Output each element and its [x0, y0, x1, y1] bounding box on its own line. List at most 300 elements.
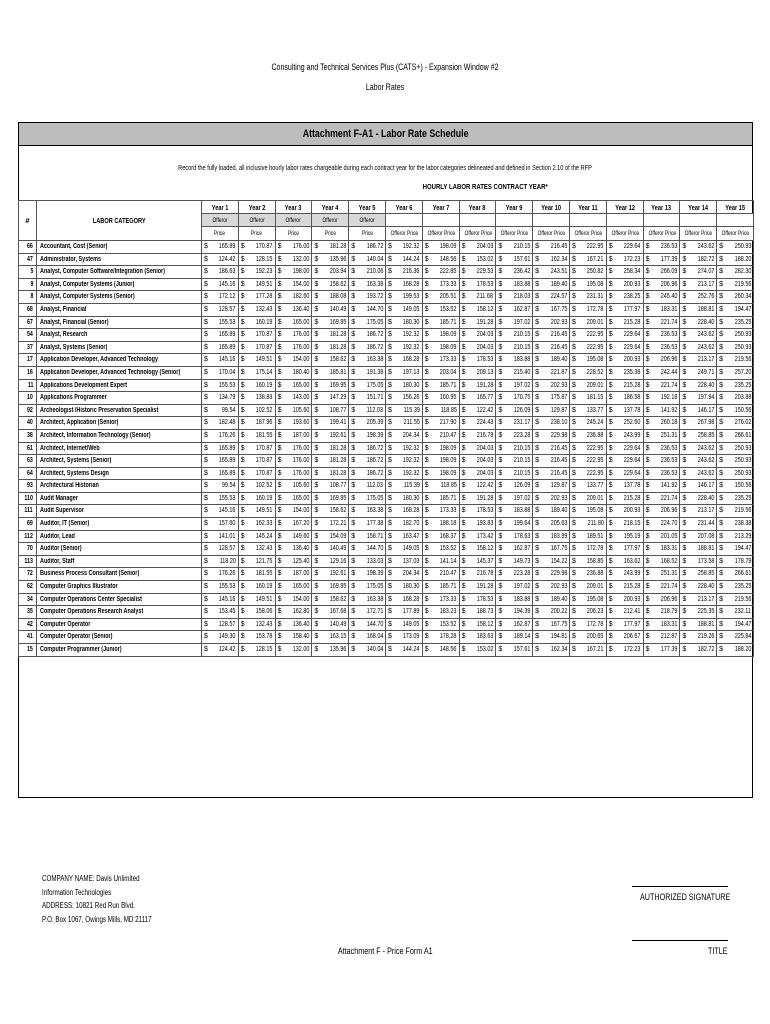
labor-category: Architect, Information Technology (Senior) — [37, 429, 202, 442]
rate-cell — [349, 555, 386, 568]
rate-cell — [533, 568, 570, 581]
row-number: 11 — [19, 379, 37, 392]
rate-cell — [422, 253, 459, 266]
currency-symbol: $ — [535, 457, 540, 465]
rate-cell — [349, 316, 386, 329]
rate-value: 141.01 — [219, 532, 236, 540]
currency-symbol: $ — [535, 545, 540, 553]
rate-value: 258.34 — [623, 268, 641, 276]
table-row — [19, 644, 754, 657]
currency-symbol: $ — [571, 419, 576, 427]
currency-symbol: $ — [277, 583, 282, 591]
rate-cell — [422, 354, 459, 367]
currency-symbol: $ — [387, 381, 392, 389]
rate-value: 204.03 — [476, 331, 494, 339]
currency-symbol: $ — [351, 494, 356, 502]
rate-cell — [385, 291, 422, 304]
table-row — [19, 518, 754, 531]
currency-symbol: $ — [498, 557, 503, 565]
currency-symbol: $ — [351, 469, 356, 477]
currency-symbol: $ — [571, 318, 576, 326]
rate-cell — [717, 379, 754, 392]
currency-symbol: $ — [204, 520, 208, 528]
table-row — [19, 455, 754, 468]
currency-symbol: $ — [645, 520, 650, 528]
rate-cell — [349, 354, 386, 367]
rate-value: 143.00 — [292, 394, 310, 402]
rate-value: 175.05 — [366, 583, 383, 591]
rate-value: 276.02 — [734, 419, 751, 427]
table-row — [19, 568, 754, 581]
rate-value: 215.28 — [623, 318, 641, 326]
rate-cell — [275, 543, 312, 556]
rate-cell — [349, 505, 386, 518]
rate-cell — [275, 618, 312, 631]
currency-symbol: $ — [314, 633, 319, 641]
rate-cell — [422, 404, 459, 417]
currency-symbol: $ — [498, 243, 503, 250]
currency-symbol: $ — [645, 469, 650, 477]
rate-value: 177.97 — [623, 545, 641, 553]
rate-value: 183.88 — [513, 507, 531, 515]
currency-symbol: $ — [719, 444, 724, 452]
rate-cell — [643, 543, 680, 556]
currency-symbol: $ — [571, 394, 576, 402]
currency-symbol: $ — [351, 305, 356, 313]
rate-value: 188.73 — [476, 608, 494, 616]
currency-symbol: $ — [314, 457, 319, 465]
rate-cell — [569, 366, 606, 379]
currency-symbol: $ — [240, 469, 245, 477]
rate-value: 172.12 — [219, 293, 236, 301]
currency-symbol: $ — [424, 608, 429, 616]
rate-value: 125.40 — [292, 557, 310, 565]
rate-value: 181.55 — [255, 570, 273, 578]
rate-value: 207.08 — [697, 532, 715, 540]
rate-cell — [349, 581, 386, 594]
currency-symbol: $ — [240, 482, 245, 490]
rate-value: 251.31 — [660, 570, 678, 578]
rate-cell — [238, 518, 275, 531]
currency-symbol: $ — [645, 343, 650, 351]
rate-cell — [349, 530, 386, 543]
company-address: ADDRESS: 10821 Red Run Blvd. — [42, 901, 135, 910]
rate-value: 191.38 — [366, 368, 383, 376]
rate-value: 257.20 — [734, 368, 751, 376]
currency-symbol: $ — [240, 507, 245, 515]
rate-value: 129.87 — [550, 482, 567, 490]
rate-value: 144.24 — [403, 646, 420, 653]
rate-value: 250.93 — [734, 243, 751, 250]
currency-symbol: $ — [204, 557, 208, 565]
currency-symbol: $ — [424, 469, 429, 477]
rate-cell — [422, 543, 459, 556]
rate-value: 191.28 — [476, 494, 494, 502]
rate-value: 243.51 — [550, 268, 567, 276]
currency-symbol: $ — [314, 381, 319, 389]
labor-category: Computer Operations Center Specialist — [37, 593, 202, 606]
rate-cell — [569, 455, 606, 468]
rate-cell — [238, 241, 275, 254]
rate-cell — [680, 593, 717, 606]
currency-symbol: $ — [645, 293, 650, 301]
currency-symbol: $ — [387, 280, 392, 288]
rate-cell — [569, 303, 606, 316]
currency-symbol: $ — [351, 394, 356, 402]
currency-symbol: $ — [387, 406, 392, 414]
rate-value: 99.54 — [222, 482, 236, 490]
rate-value: 235.25 — [734, 381, 751, 389]
rate-value: 204.03 — [476, 243, 494, 250]
rate-cell — [422, 392, 459, 405]
blank-header-cell — [680, 214, 717, 227]
currency-symbol: $ — [535, 608, 540, 616]
rate-value: 210.47 — [439, 570, 457, 578]
currency-symbol: $ — [571, 583, 576, 591]
currency-symbol: $ — [387, 608, 392, 616]
rate-cell — [533, 618, 570, 631]
rate-cell — [643, 278, 680, 291]
rate-value: 194.47 — [734, 545, 751, 553]
row-number: 72 — [19, 568, 37, 581]
rate-value: 211.55 — [403, 419, 420, 427]
rate-value: 173.33 — [439, 507, 457, 515]
row-number: 67 — [19, 316, 37, 329]
rate-value: 192.32 — [403, 469, 420, 477]
rate-cell — [312, 518, 349, 531]
rate-value: 118.20 — [219, 557, 236, 565]
rate-value: 249.71 — [697, 368, 715, 376]
table-row — [19, 417, 754, 430]
row-number: 15 — [19, 644, 37, 657]
rate-cell — [459, 581, 496, 594]
currency-symbol: $ — [387, 520, 392, 528]
rate-cell — [422, 366, 459, 379]
rate-cell — [680, 429, 717, 442]
rate-cell — [312, 303, 349, 316]
rate-value: 176.00 — [292, 343, 310, 351]
currency-symbol: $ — [682, 406, 687, 414]
rate-value: 156.26 — [403, 394, 420, 402]
offeror-price-label: Offeror Price — [717, 227, 754, 241]
currency-symbol: $ — [682, 520, 687, 528]
rate-value: 229.64 — [623, 444, 641, 452]
rate-cell — [275, 442, 312, 455]
rate-value: 154.22 — [550, 557, 567, 565]
currency-symbol: $ — [498, 469, 503, 477]
rate-value: 238.38 — [734, 520, 751, 528]
currency-symbol: $ — [682, 444, 687, 452]
labor-category: Auditor (Senior) — [37, 543, 202, 556]
currency-symbol: $ — [498, 419, 503, 427]
currency-symbol: $ — [719, 318, 724, 326]
rate-value: 204.34 — [403, 431, 420, 439]
currency-symbol: $ — [351, 583, 356, 591]
rate-cell — [202, 581, 239, 594]
rate-value: 204.34 — [403, 570, 420, 578]
rate-cell — [422, 316, 459, 329]
rate-value: 128.57 — [219, 305, 236, 313]
currency-symbol: $ — [608, 419, 613, 427]
labor-category: Accountant, Cost (Senior) — [37, 241, 202, 254]
rate-cell — [533, 467, 570, 480]
rate-cell — [238, 455, 275, 468]
rate-value: 178.53 — [476, 507, 494, 515]
rate-value: 232.11 — [734, 608, 751, 616]
rate-cell — [643, 404, 680, 417]
currency-symbol: $ — [571, 431, 576, 439]
rate-value: 154.00 — [292, 356, 310, 364]
rate-cell — [312, 606, 349, 619]
rate-value: 167.20 — [292, 520, 310, 528]
rate-cell — [349, 303, 386, 316]
rate-value: 181.28 — [329, 331, 347, 339]
rate-cell — [717, 505, 754, 518]
rate-value: 186.72 — [366, 444, 383, 452]
offeror-price-label: Offeror Price — [385, 227, 422, 241]
rate-cell — [385, 303, 422, 316]
rate-value: 192.32 — [403, 331, 420, 339]
rate-value: 185.81 — [329, 368, 347, 376]
rate-value: 145.24 — [255, 532, 273, 540]
currency-symbol: $ — [498, 343, 503, 351]
rate-cell — [202, 417, 239, 430]
rate-value: 221.74 — [660, 318, 678, 326]
rate-cell — [569, 631, 606, 644]
rate-value: 228.40 — [697, 494, 715, 502]
rate-cell — [385, 417, 422, 430]
rate-cell — [238, 618, 275, 631]
rate-value: 168.28 — [403, 595, 420, 603]
rate-cell — [349, 278, 386, 291]
rate-value: 176.00 — [292, 243, 310, 250]
currency-symbol: $ — [387, 331, 392, 339]
currency-symbol: $ — [461, 608, 466, 616]
rate-cell — [275, 467, 312, 480]
currency-symbol: $ — [498, 356, 503, 364]
rate-cell — [643, 303, 680, 316]
rate-value: 176.00 — [292, 469, 310, 477]
currency-symbol: $ — [204, 419, 208, 427]
rate-cell — [717, 266, 754, 279]
rate-value: 225.84 — [734, 633, 751, 641]
currency-symbol: $ — [461, 368, 466, 376]
rate-cell — [643, 341, 680, 354]
rate-cell — [459, 442, 496, 455]
currency-symbol: $ — [535, 394, 540, 402]
currency-symbol: $ — [461, 520, 466, 528]
row-number: 64 — [19, 467, 37, 480]
rate-value: 153.45 — [219, 608, 236, 616]
rate-value: 136.40 — [292, 620, 310, 628]
rate-value: 176.00 — [292, 331, 310, 339]
rate-value: 260.34 — [734, 293, 751, 301]
rate-value: 146.17 — [697, 406, 715, 414]
rate-value: 204.03 — [476, 343, 494, 351]
rate-value: 149.05 — [403, 545, 420, 553]
rate-cell — [202, 429, 239, 442]
currency-symbol: $ — [461, 633, 466, 641]
rate-value: 282.30 — [734, 268, 751, 276]
rate-cell — [606, 341, 643, 354]
currency-symbol: $ — [461, 406, 466, 414]
year-header: Year 4 — [312, 201, 349, 214]
rate-cell — [606, 303, 643, 316]
rate-value: 217.90 — [439, 419, 457, 427]
currency-symbol: $ — [682, 419, 687, 427]
blank-header-cell — [717, 214, 754, 227]
currency-symbol: $ — [351, 318, 356, 326]
rate-value: 175.05 — [366, 318, 383, 326]
currency-symbol: $ — [571, 532, 576, 540]
rate-cell — [238, 366, 275, 379]
rate-cell — [643, 379, 680, 392]
rate-value: 157.61 — [513, 255, 531, 263]
rate-value: 210.47 — [439, 431, 457, 439]
rate-value: 167.21 — [587, 646, 604, 653]
year-header: Year 8 — [459, 201, 496, 214]
rate-value: 219.56 — [734, 595, 751, 603]
rate-cell — [312, 316, 349, 329]
table-row — [19, 593, 754, 606]
currency-symbol: $ — [719, 431, 724, 439]
currency-symbol: $ — [682, 431, 687, 439]
rate-value: 231.44 — [697, 520, 715, 528]
rate-cell — [533, 341, 570, 354]
currency-symbol: $ — [314, 482, 319, 490]
rate-value: 155.53 — [219, 381, 236, 389]
currency-symbol: $ — [608, 381, 613, 389]
table-row — [19, 404, 754, 417]
rate-value: 186.72 — [366, 243, 383, 250]
year-header: Year 9 — [496, 201, 533, 214]
rate-cell — [238, 291, 275, 304]
rate-value: 206.23 — [587, 608, 604, 616]
currency-symbol: $ — [719, 419, 724, 427]
rate-value: 141.92 — [660, 406, 678, 414]
rate-cell — [385, 354, 422, 367]
rate-cell — [349, 492, 386, 505]
currency-symbol: $ — [682, 318, 687, 326]
rate-cell — [238, 341, 275, 354]
currency-symbol: $ — [719, 356, 724, 364]
rate-value: 204.03 — [476, 444, 494, 452]
rate-cell — [238, 543, 275, 556]
rate-cell — [202, 467, 239, 480]
rate-value: 206.96 — [660, 507, 678, 515]
rate-cell — [496, 341, 533, 354]
currency-symbol: $ — [314, 419, 319, 427]
currency-symbol: $ — [387, 507, 392, 515]
currency-symbol: $ — [314, 406, 319, 414]
rate-cell — [569, 543, 606, 556]
rate-cell — [606, 505, 643, 518]
rate-value: 165.89 — [219, 243, 236, 250]
rate-cell — [422, 480, 459, 493]
rate-value: 176.00 — [292, 457, 310, 465]
currency-symbol: $ — [240, 394, 245, 402]
rate-value: 215.28 — [623, 494, 641, 502]
rate-cell — [717, 455, 754, 468]
rate-cell — [569, 606, 606, 619]
rate-cell — [459, 492, 496, 505]
currency-symbol: $ — [240, 255, 245, 263]
currency-symbol: $ — [682, 532, 687, 540]
currency-symbol: $ — [608, 318, 613, 326]
rate-value: 168.37 — [439, 532, 457, 540]
currency-symbol: $ — [645, 494, 650, 502]
currency-symbol: $ — [608, 457, 613, 465]
price-label: Price — [238, 227, 275, 241]
rate-cell — [496, 555, 533, 568]
rate-value: 266.09 — [660, 268, 678, 276]
rate-value: 115.39 — [403, 406, 420, 414]
rate-value: 183.23 — [439, 608, 457, 616]
currency-symbol: $ — [608, 280, 613, 288]
rate-cell — [349, 341, 386, 354]
rate-value: 149.73 — [513, 557, 531, 565]
currency-symbol: $ — [240, 243, 245, 250]
rate-cell — [569, 278, 606, 291]
currency-symbol: $ — [682, 280, 687, 288]
rate-value: 235.25 — [734, 318, 751, 326]
currency-symbol: $ — [314, 305, 319, 313]
rate-cell — [496, 392, 533, 405]
rate-value: 185.71 — [439, 318, 457, 326]
currency-symbol: $ — [387, 482, 392, 490]
rate-cell — [202, 618, 239, 631]
rate-value: 162.33 — [255, 520, 273, 528]
rate-value: 198.09 — [439, 444, 457, 452]
currency-symbol: $ — [571, 255, 576, 263]
table-row — [19, 341, 754, 354]
rate-cell — [569, 492, 606, 505]
currency-symbol: $ — [461, 469, 466, 477]
currency-symbol: $ — [351, 293, 356, 301]
rate-cell — [275, 593, 312, 606]
rate-value: 165.89 — [219, 457, 236, 465]
rate-value: 243.62 — [697, 331, 715, 339]
rate-value: 160.19 — [255, 318, 273, 326]
rate-cell — [680, 455, 717, 468]
rate-cell — [238, 392, 275, 405]
rate-value: 218.79 — [660, 608, 678, 616]
rate-value: 178.53 — [476, 280, 494, 288]
rate-value: 203.94 — [329, 268, 347, 276]
rate-cell — [533, 266, 570, 279]
currency-symbol: $ — [424, 444, 429, 452]
currency-symbol: $ — [498, 532, 503, 540]
rate-value: 203.04 — [439, 368, 457, 376]
rate-value: 132.00 — [292, 255, 310, 263]
currency-symbol: $ — [608, 507, 613, 515]
rate-value: 122.42 — [476, 482, 494, 490]
rate-cell — [238, 555, 275, 568]
rate-cell — [312, 354, 349, 367]
currency-symbol: $ — [204, 494, 208, 502]
currency-symbol: $ — [204, 243, 208, 250]
currency-symbol: $ — [608, 482, 613, 490]
currency-symbol: $ — [277, 444, 282, 452]
rate-value: 260.18 — [660, 419, 678, 427]
rate-value: 176.26 — [219, 431, 236, 439]
currency-symbol: $ — [314, 356, 319, 364]
currency-symbol: $ — [608, 343, 613, 351]
labor-category: Architect, Systems (Senior) — [37, 455, 202, 468]
currency-symbol: $ — [571, 520, 576, 528]
rate-value: 222.95 — [587, 469, 604, 477]
rate-value: 173.33 — [439, 356, 457, 364]
